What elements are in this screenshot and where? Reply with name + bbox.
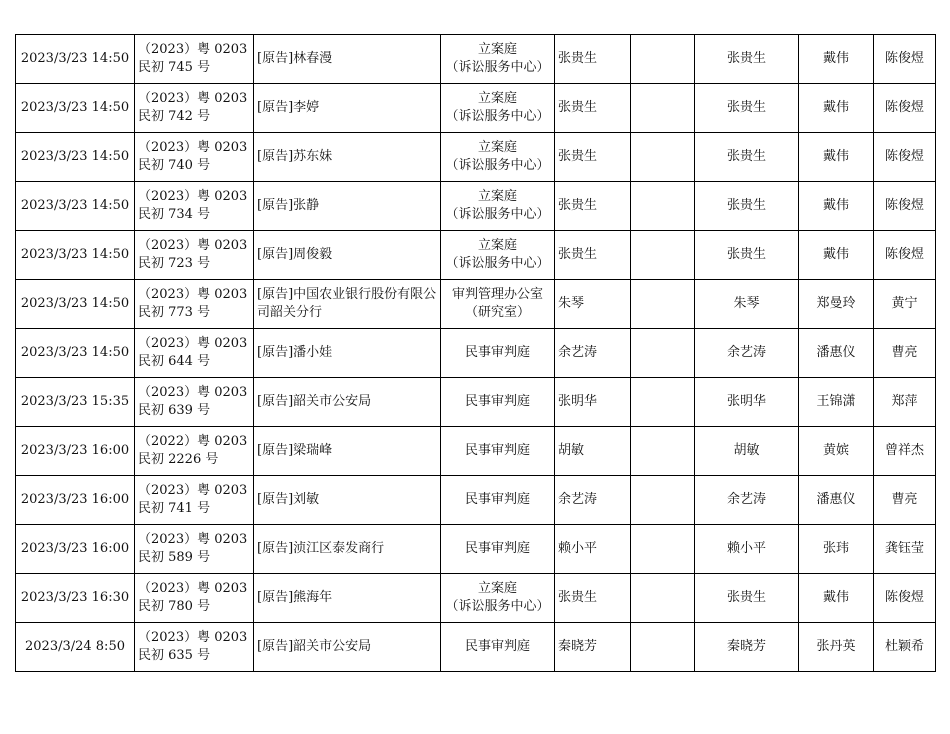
table-row (16, 574, 936, 623)
court-division-cell (441, 35, 555, 84)
case-number-cell (135, 378, 254, 427)
case-number-line2: 民初 635 号 (138, 648, 211, 663)
court-division-cell (441, 574, 555, 623)
case-number-cell (135, 133, 254, 182)
presiding-judge-cell: 余艺涛 (695, 329, 799, 378)
case-number-line2: 民初 780 号 (138, 599, 211, 614)
case-number-cell (135, 84, 254, 133)
table-row (16, 525, 936, 574)
party-cell: [原告]李婷 (254, 84, 441, 133)
court-division-line2: （研究室） (464, 305, 530, 320)
case-number-line2: 民初 723 号 (138, 256, 211, 271)
court-division-cell (441, 476, 555, 525)
case-number-cell (135, 35, 254, 84)
juror-cell: 戴伟 (799, 35, 874, 84)
case-number-line2: 民初 589 号 (138, 550, 211, 565)
court-division-line1: 立案庭 (477, 238, 517, 253)
party-cell: [原告]浈江区泰发商行 (254, 525, 441, 574)
hearing-time-cell: 2023/3/23 14:50 (16, 231, 135, 280)
court-division-line1: 民事审判庭 (464, 541, 530, 556)
table-row (16, 84, 936, 133)
empty-cell (631, 84, 695, 133)
case-number-line2: 民初 745 号 (138, 60, 211, 75)
judge-cell: 余艺涛 (555, 476, 631, 525)
case-number-line2: 民初 742 号 (138, 109, 211, 124)
presiding-judge-cell: 张明华 (695, 378, 799, 427)
court-division-cell (441, 133, 555, 182)
court-division-line1: 审判管理办公室 (451, 287, 543, 302)
juror-cell: 张玮 (799, 525, 874, 574)
clerk-cell: 曾祥杰 (874, 427, 936, 476)
party-cell: [原告]韶关市公安局 (254, 378, 441, 427)
clerk-cell: 龚钰莹 (874, 525, 936, 574)
table-row (16, 231, 936, 280)
case-number-line2: 民初 741 号 (138, 501, 211, 516)
case-number-line1: （2023）粤 0203 (138, 287, 248, 302)
case-number-line1: （2023）粤 0203 (138, 581, 248, 596)
juror-cell: 戴伟 (799, 182, 874, 231)
judge-cell: 张贵生 (555, 84, 631, 133)
juror-cell: 戴伟 (799, 133, 874, 182)
empty-cell (631, 182, 695, 231)
empty-cell (631, 623, 695, 672)
clerk-cell: 曹亮 (874, 329, 936, 378)
case-number-line1: （2023）粤 0203 (138, 385, 248, 400)
empty-cell (631, 525, 695, 574)
presiding-judge-cell: 张贵生 (695, 35, 799, 84)
court-division-line1: 立案庭 (477, 581, 517, 596)
presiding-judge-cell: 秦晓芳 (695, 623, 799, 672)
presiding-judge-cell: 张贵生 (695, 574, 799, 623)
case-number-line1: （2023）粤 0203 (138, 42, 248, 57)
case-number-line1: （2023）粤 0203 (138, 630, 248, 645)
empty-cell (631, 231, 695, 280)
court-division-line2: （诉讼服务中心） (445, 158, 550, 173)
table-body (16, 35, 936, 672)
judge-cell: 余艺涛 (555, 329, 631, 378)
empty-cell (631, 133, 695, 182)
empty-cell (631, 378, 695, 427)
court-division-line1: 立案庭 (477, 42, 517, 57)
case-number-line2: 民初 639 号 (138, 403, 211, 418)
case-number-line1: （2023）粤 0203 (138, 140, 248, 155)
court-division-line2: （诉讼服务中心） (445, 207, 550, 222)
case-number-line1: （2023）粤 0203 (138, 91, 248, 106)
clerk-cell: 陈俊煜 (874, 35, 936, 84)
case-number-cell (135, 476, 254, 525)
judge-cell: 张贵生 (555, 35, 631, 84)
case-number-line1: （2023）粤 0203 (138, 238, 248, 253)
judge-cell: 朱琴 (555, 280, 631, 329)
court-division-cell (441, 378, 555, 427)
court-division-cell (441, 525, 555, 574)
court-division-line1: 民事审判庭 (464, 639, 530, 654)
party-cell: [原告]中国农业银行股份有限公司韶关分行 (254, 280, 441, 329)
court-division-cell (441, 84, 555, 133)
case-number-line1: （2022）粤 0203 (138, 434, 248, 449)
case-number-line1: （2023）粤 0203 (138, 336, 248, 351)
table-row (16, 35, 936, 84)
presiding-judge-cell: 赖小平 (695, 525, 799, 574)
case-number-line2: 民初 734 号 (138, 207, 211, 222)
juror-cell: 潘惠仪 (799, 329, 874, 378)
juror-cell: 潘惠仪 (799, 476, 874, 525)
court-division-cell (441, 182, 555, 231)
hearing-time-cell: 2023/3/23 16:30 (16, 574, 135, 623)
court-division-cell (441, 427, 555, 476)
hearing-time-cell: 2023/3/23 16:00 (16, 427, 135, 476)
party-cell: [原告]梁瑞峰 (254, 427, 441, 476)
table-row (16, 182, 936, 231)
clerk-cell: 郑萍 (874, 378, 936, 427)
court-division-cell (441, 280, 555, 329)
hearing-time-cell: 2023/3/23 16:00 (16, 525, 135, 574)
judge-cell: 张贵生 (555, 231, 631, 280)
judge-cell: 张贵生 (555, 182, 631, 231)
case-number-line1: （2023）粤 0203 (138, 189, 248, 204)
presiding-judge-cell: 胡敏 (695, 427, 799, 476)
table-row (16, 427, 936, 476)
table-row (16, 280, 936, 329)
case-number-cell (135, 623, 254, 672)
case-number-line2: 民初 644 号 (138, 354, 211, 369)
presiding-judge-cell: 朱琴 (695, 280, 799, 329)
court-division-line1: 民事审判庭 (464, 492, 530, 507)
case-number-cell (135, 574, 254, 623)
court-division-line2: （诉讼服务中心） (445, 256, 550, 271)
hearing-time-cell: 2023/3/23 14:50 (16, 280, 135, 329)
hearing-time-cell: 2023/3/23 14:50 (16, 35, 135, 84)
table-row (16, 329, 936, 378)
court-division-line1: 立案庭 (477, 189, 517, 204)
hearing-schedule-table (15, 34, 936, 672)
court-division-line2: （诉讼服务中心） (445, 60, 550, 75)
case-number-line2: 民初 740 号 (138, 158, 211, 173)
court-division-line1: 民事审判庭 (464, 394, 530, 409)
document-page (15, 34, 935, 672)
juror-cell: 戴伟 (799, 84, 874, 133)
empty-cell (631, 574, 695, 623)
court-division-line1: 立案庭 (477, 91, 517, 106)
presiding-judge-cell: 张贵生 (695, 133, 799, 182)
case-number-cell (135, 427, 254, 476)
juror-cell: 王锦潇 (799, 378, 874, 427)
judge-cell: 赖小平 (555, 525, 631, 574)
hearing-time-cell: 2023/3/23 14:50 (16, 133, 135, 182)
hearing-time-cell: 2023/3/23 16:00 (16, 476, 135, 525)
table-row (16, 623, 936, 672)
hearing-time-cell: 2023/3/24 8:50 (16, 623, 135, 672)
table-row (16, 476, 936, 525)
party-cell: [原告]张静 (254, 182, 441, 231)
court-division-cell (441, 231, 555, 280)
court-division-cell (441, 623, 555, 672)
presiding-judge-cell: 张贵生 (695, 231, 799, 280)
case-number-line1: （2023）粤 0203 (138, 483, 248, 498)
court-division-line2: （诉讼服务中心） (445, 599, 550, 614)
clerk-cell: 陈俊煜 (874, 574, 936, 623)
empty-cell (631, 280, 695, 329)
case-number-cell (135, 182, 254, 231)
empty-cell (631, 329, 695, 378)
juror-cell: 黄嫔 (799, 427, 874, 476)
empty-cell (631, 35, 695, 84)
court-division-line1: 民事审判庭 (464, 443, 530, 458)
party-cell: [原告]周俊毅 (254, 231, 441, 280)
party-cell: [原告]刘敏 (254, 476, 441, 525)
table-row (16, 133, 936, 182)
juror-cell: 郑曼玲 (799, 280, 874, 329)
clerk-cell: 陈俊煜 (874, 182, 936, 231)
case-number-line2: 民初 2226 号 (138, 452, 219, 467)
juror-cell: 张丹英 (799, 623, 874, 672)
clerk-cell: 陈俊煜 (874, 84, 936, 133)
presiding-judge-cell: 张贵生 (695, 182, 799, 231)
court-division-line1: 立案庭 (477, 140, 517, 155)
judge-cell: 张明华 (555, 378, 631, 427)
court-division-line2: （诉讼服务中心） (445, 109, 550, 124)
presiding-judge-cell: 张贵生 (695, 84, 799, 133)
hearing-time-cell: 2023/3/23 15:35 (16, 378, 135, 427)
party-cell: [原告]苏东妹 (254, 133, 441, 182)
hearing-time-cell: 2023/3/23 14:50 (16, 329, 135, 378)
hearing-time-cell: 2023/3/23 14:50 (16, 84, 135, 133)
clerk-cell: 曹亮 (874, 476, 936, 525)
table-row (16, 378, 936, 427)
juror-cell: 戴伟 (799, 574, 874, 623)
party-cell: [原告]潘小娃 (254, 329, 441, 378)
empty-cell (631, 427, 695, 476)
party-cell: [原告]韶关市公安局 (254, 623, 441, 672)
case-number-line2: 民初 773 号 (138, 305, 211, 320)
judge-cell: 张贵生 (555, 133, 631, 182)
clerk-cell: 陈俊煜 (874, 133, 936, 182)
judge-cell: 胡敏 (555, 427, 631, 476)
case-number-cell (135, 329, 254, 378)
clerk-cell: 黄宁 (874, 280, 936, 329)
judge-cell: 张贵生 (555, 574, 631, 623)
clerk-cell: 杜颖希 (874, 623, 936, 672)
party-cell: [原告]林春漫 (254, 35, 441, 84)
hearing-time-cell: 2023/3/23 14:50 (16, 182, 135, 231)
juror-cell: 戴伟 (799, 231, 874, 280)
presiding-judge-cell: 余艺涛 (695, 476, 799, 525)
case-number-line1: （2023）粤 0203 (138, 532, 248, 547)
clerk-cell: 陈俊煜 (874, 231, 936, 280)
party-cell: [原告]熊海年 (254, 574, 441, 623)
case-number-cell (135, 525, 254, 574)
empty-cell (631, 476, 695, 525)
court-division-cell (441, 329, 555, 378)
judge-cell: 秦晓芳 (555, 623, 631, 672)
case-number-cell (135, 280, 254, 329)
court-division-line1: 民事审判庭 (464, 345, 530, 360)
case-number-cell (135, 231, 254, 280)
